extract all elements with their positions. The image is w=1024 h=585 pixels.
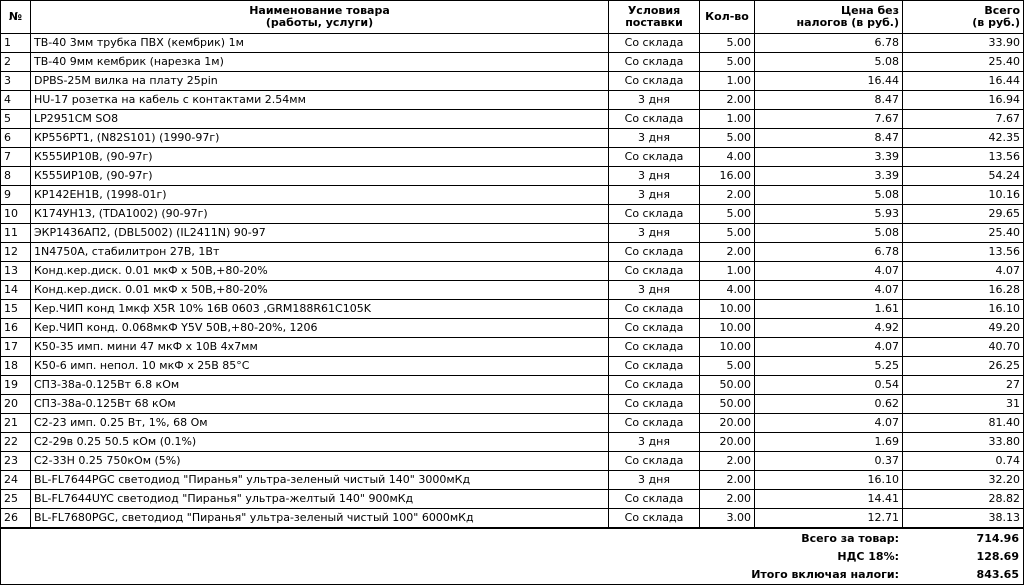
- cell-quantity: 5.00: [700, 357, 755, 376]
- cell-conditions: 3 дня: [609, 186, 700, 205]
- cell-quantity: 3.00: [700, 509, 755, 528]
- cell-conditions: Со склада: [609, 243, 700, 262]
- table-row: [1, 243, 1024, 262]
- cell-price: 16.44: [755, 72, 903, 91]
- vat-label: НДС 18%:: [837, 550, 899, 563]
- cell-number: 23: [1, 452, 31, 471]
- cell-item-name: LP2951CM SO8: [31, 110, 609, 129]
- cell-item-name: ЭКР1436АП2, (DBL5002) (IL2411N) 90-97: [31, 224, 609, 243]
- table-row: [1, 490, 1024, 509]
- cell-price: 5.93: [755, 205, 903, 224]
- cell-item-name: BL-FL7680PGC, светодиод "Пиранья" ультра-зеленый чистый 100" 6000мКд: [31, 509, 609, 528]
- cell-item-name: К50-6 имп. непол. 10 мкФ x 25В 85°C: [31, 357, 609, 376]
- table-row: [1, 414, 1024, 433]
- cell-conditions: 3 дня: [609, 224, 700, 243]
- cell-price: 3.39: [755, 148, 903, 167]
- cell-item-name: К174УН13, (TDA1002) (90-97г): [31, 205, 609, 224]
- cell-conditions: Со склада: [609, 205, 700, 224]
- cell-number: 9: [1, 186, 31, 205]
- col-header-price: Цена без налогов (в руб.): [755, 1, 903, 34]
- cell-quantity: 5.00: [700, 129, 755, 148]
- cell-price: 5.08: [755, 186, 903, 205]
- cell-item-name: Кер.ЧИП конд. 0.068мкФ Y5V 50В,+80-20%, 1206: [31, 319, 609, 338]
- table-row: [1, 224, 1024, 243]
- cell-quantity: 20.00: [700, 433, 755, 452]
- grand-total-value: 843.65: [976, 568, 1019, 581]
- cell-conditions: 3 дня: [609, 91, 700, 110]
- cell-conditions: Со склада: [609, 110, 700, 129]
- cell-price: 1.61: [755, 300, 903, 319]
- cell-total: 16.44: [903, 72, 1024, 91]
- cell-conditions: Со склада: [609, 148, 700, 167]
- cell-quantity: 2.00: [700, 91, 755, 110]
- col-header-name: Наименование товара (работы, услуги): [31, 1, 609, 34]
- cell-number: 26: [1, 509, 31, 528]
- cell-number: 10: [1, 205, 31, 224]
- cell-item-name: СП3-38а-0.125Вт 6.8 кОм: [31, 376, 609, 395]
- cell-quantity: 10.00: [700, 338, 755, 357]
- table-row: [1, 53, 1024, 72]
- cell-quantity: 10.00: [700, 300, 755, 319]
- table-row: [1, 395, 1024, 414]
- cell-number: 14: [1, 281, 31, 300]
- cell-conditions: 3 дня: [609, 167, 700, 186]
- cell-total: 42.35: [903, 129, 1024, 148]
- cell-price: 4.92: [755, 319, 903, 338]
- cell-item-name: Конд.кер.диск. 0.01 мкФ x 50В,+80-20%: [31, 281, 609, 300]
- cell-total: 25.40: [903, 53, 1024, 72]
- cell-quantity: 5.00: [700, 53, 755, 72]
- cell-item-name: С2-29в 0.25 50.5 кОм (0.1%): [31, 433, 609, 452]
- cell-number: 17: [1, 338, 31, 357]
- cell-price: 12.71: [755, 509, 903, 528]
- cell-conditions: 3 дня: [609, 129, 700, 148]
- table-row: [1, 72, 1024, 91]
- cell-quantity: 16.00: [700, 167, 755, 186]
- table-row: [1, 300, 1024, 319]
- totals-section: [0, 528, 1024, 585]
- table-row: [1, 357, 1024, 376]
- cell-conditions: 3 дня: [609, 433, 700, 452]
- cell-item-name: К50-35 имп. мини 47 мкФ x 10В 4x7мм: [31, 338, 609, 357]
- cell-quantity: 10.00: [700, 319, 755, 338]
- cell-price: 4.07: [755, 338, 903, 357]
- cell-number: 6: [1, 129, 31, 148]
- table-row: [1, 376, 1024, 395]
- grand-total-label: Итого включая налоги:: [751, 568, 899, 581]
- cell-conditions: Со склада: [609, 262, 700, 281]
- cell-conditions: Со склада: [609, 395, 700, 414]
- table-row: [1, 205, 1024, 224]
- vat-value: 128.69: [976, 550, 1019, 563]
- cell-total: 16.10: [903, 300, 1024, 319]
- table-row: [1, 509, 1024, 528]
- table-row: [1, 262, 1024, 281]
- cell-total: 4.07: [903, 262, 1024, 281]
- cell-total: 54.24: [903, 167, 1024, 186]
- cell-total: 81.40: [903, 414, 1024, 433]
- cell-quantity: 4.00: [700, 148, 755, 167]
- cell-item-name: С2-23 имп. 0.25 Вт, 1%, 68 Ом: [31, 414, 609, 433]
- col-header-quantity: Кол-во: [700, 1, 755, 34]
- cell-total: 31: [903, 395, 1024, 414]
- cell-number: 15: [1, 300, 31, 319]
- cell-item-name: К555ИР10В, (90-97г): [31, 167, 609, 186]
- table-row: [1, 452, 1024, 471]
- cell-item-name: DPBS-25M вилка на плату 25pin: [31, 72, 609, 91]
- cell-price: 4.07: [755, 281, 903, 300]
- cell-number: 19: [1, 376, 31, 395]
- cell-quantity: 5.00: [700, 224, 755, 243]
- cell-number: 8: [1, 167, 31, 186]
- cell-conditions: 3 дня: [609, 281, 700, 300]
- cell-item-name: BL-FL7644UYC светодиод "Пиранья" ультра-желтый 140" 900мКд: [31, 490, 609, 509]
- cell-price: 16.10: [755, 471, 903, 490]
- cell-total: 25.40: [903, 224, 1024, 243]
- cell-quantity: 2.00: [700, 243, 755, 262]
- cell-quantity: 5.00: [700, 34, 755, 53]
- cell-item-name: ТВ-40 3мм трубка ПВХ (кембрик) 1м: [31, 34, 609, 53]
- table-header-row: [1, 1, 1024, 34]
- table-row: [1, 91, 1024, 110]
- cell-quantity: 1.00: [700, 110, 755, 129]
- table-row: [1, 186, 1024, 205]
- cell-conditions: Со склада: [609, 53, 700, 72]
- cell-quantity: 1.00: [700, 72, 755, 91]
- cell-item-name: С2-33Н 0.25 750кОм (5%): [31, 452, 609, 471]
- cell-price: 6.78: [755, 34, 903, 53]
- col-header-total: Всего (в руб.): [903, 1, 1024, 34]
- cell-number: 24: [1, 471, 31, 490]
- cell-item-name: HU-17 розетка на кабель с контактами 2.54мм: [31, 91, 609, 110]
- cell-price: 5.08: [755, 224, 903, 243]
- cell-price: 4.07: [755, 262, 903, 281]
- cell-price: 6.78: [755, 243, 903, 262]
- cell-total: 49.20: [903, 319, 1024, 338]
- cell-number: 22: [1, 433, 31, 452]
- cell-quantity: 2.00: [700, 471, 755, 490]
- cell-price: 5.08: [755, 53, 903, 72]
- table-row: [1, 338, 1024, 357]
- table-row: [1, 110, 1024, 129]
- cell-quantity: 2.00: [700, 490, 755, 509]
- cell-quantity: 50.00: [700, 376, 755, 395]
- cell-total: 27: [903, 376, 1024, 395]
- cell-total: 33.90: [903, 34, 1024, 53]
- table-row: [1, 129, 1024, 148]
- cell-total: 40.70: [903, 338, 1024, 357]
- cell-quantity: 20.00: [700, 414, 755, 433]
- cell-price: 4.07: [755, 414, 903, 433]
- cell-conditions: 3 дня: [609, 471, 700, 490]
- cell-total: 38.13: [903, 509, 1024, 528]
- cell-conditions: Со склада: [609, 376, 700, 395]
- cell-item-name: КР556РТ1, (N82S101) (1990-97г): [31, 129, 609, 148]
- cell-conditions: Со склада: [609, 300, 700, 319]
- cell-number: 12: [1, 243, 31, 262]
- cell-total: 26.25: [903, 357, 1024, 376]
- cell-quantity: 4.00: [700, 281, 755, 300]
- cell-item-name: СП3-38а-0.125Вт 68 кОм: [31, 395, 609, 414]
- cell-conditions: Со склада: [609, 72, 700, 91]
- cell-number: 2: [1, 53, 31, 72]
- cell-number: 1: [1, 34, 31, 53]
- cell-price: 3.39: [755, 167, 903, 186]
- cell-number: 5: [1, 110, 31, 129]
- cell-price: 5.25: [755, 357, 903, 376]
- cell-total: 7.67: [903, 110, 1024, 129]
- cell-number: 21: [1, 414, 31, 433]
- cell-quantity: 5.00: [700, 205, 755, 224]
- cell-conditions: Со склада: [609, 414, 700, 433]
- cell-number: 3: [1, 72, 31, 91]
- cell-price: 8.47: [755, 91, 903, 110]
- cell-item-name: BL-FL7644PGC светодиод "Пиранья" ультра-зеленый чистый 140" 3000мКд: [31, 471, 609, 490]
- table-row: [1, 281, 1024, 300]
- cell-total: 0.74: [903, 452, 1024, 471]
- cell-price: 0.37: [755, 452, 903, 471]
- cell-conditions: Со склада: [609, 34, 700, 53]
- cell-quantity: 1.00: [700, 262, 755, 281]
- cell-item-name: Конд.кер.диск. 0.01 мкФ x 50В,+80-20%: [31, 262, 609, 281]
- cell-number: 7: [1, 148, 31, 167]
- cell-number: 4: [1, 91, 31, 110]
- cell-conditions: Со склада: [609, 509, 700, 528]
- goods-total-value: 714.96: [976, 532, 1019, 545]
- cell-total: 16.28: [903, 281, 1024, 300]
- table-row: [1, 319, 1024, 338]
- cell-number: 18: [1, 357, 31, 376]
- cell-conditions: Со склада: [609, 338, 700, 357]
- cell-number: 13: [1, 262, 31, 281]
- cell-item-name: Кер.ЧИП конд 1мкф X5R 10% 16В 0603 ,GRM188R61C105K: [31, 300, 609, 319]
- cell-total: 13.56: [903, 148, 1024, 167]
- cell-price: 1.69: [755, 433, 903, 452]
- cell-conditions: Со склада: [609, 490, 700, 509]
- cell-price: 14.41: [755, 490, 903, 509]
- cell-total: 33.80: [903, 433, 1024, 452]
- col-header-conditions: Условия поставки: [609, 1, 700, 34]
- cell-total: 29.65: [903, 205, 1024, 224]
- table-row: [1, 471, 1024, 490]
- cell-price: 0.62: [755, 395, 903, 414]
- cell-quantity: 50.00: [700, 395, 755, 414]
- table-row: [1, 148, 1024, 167]
- cell-total: 32.20: [903, 471, 1024, 490]
- cell-item-name: ТВ-40 9мм кембрик (нарезка 1м): [31, 53, 609, 72]
- cell-total: 10.16: [903, 186, 1024, 205]
- cell-number: 20: [1, 395, 31, 414]
- cell-number: 16: [1, 319, 31, 338]
- cell-total: 13.56: [903, 243, 1024, 262]
- cell-quantity: 2.00: [700, 186, 755, 205]
- cell-conditions: Со склада: [609, 357, 700, 376]
- cell-item-name: 1N4750A, стабилитрон 27В, 1Вт: [31, 243, 609, 262]
- cell-price: 7.67: [755, 110, 903, 129]
- col-header-number: №: [1, 1, 31, 34]
- cell-total: 16.94: [903, 91, 1024, 110]
- cell-item-name: КР142ЕН1В, (1998-01г): [31, 186, 609, 205]
- cell-number: 11: [1, 224, 31, 243]
- cell-number: 25: [1, 490, 31, 509]
- cell-price: 8.47: [755, 129, 903, 148]
- table-row: [1, 167, 1024, 186]
- goods-total-label: Всего за товар:: [801, 532, 899, 545]
- cell-quantity: 2.00: [700, 452, 755, 471]
- cell-conditions: Со склада: [609, 452, 700, 471]
- table-row: [1, 433, 1024, 452]
- cell-total: 28.82: [903, 490, 1024, 509]
- table-row: [1, 34, 1024, 53]
- cell-item-name: К555ИР10В, (90-97г): [31, 148, 609, 167]
- cell-price: 0.54: [755, 376, 903, 395]
- cell-conditions: Со склада: [609, 319, 700, 338]
